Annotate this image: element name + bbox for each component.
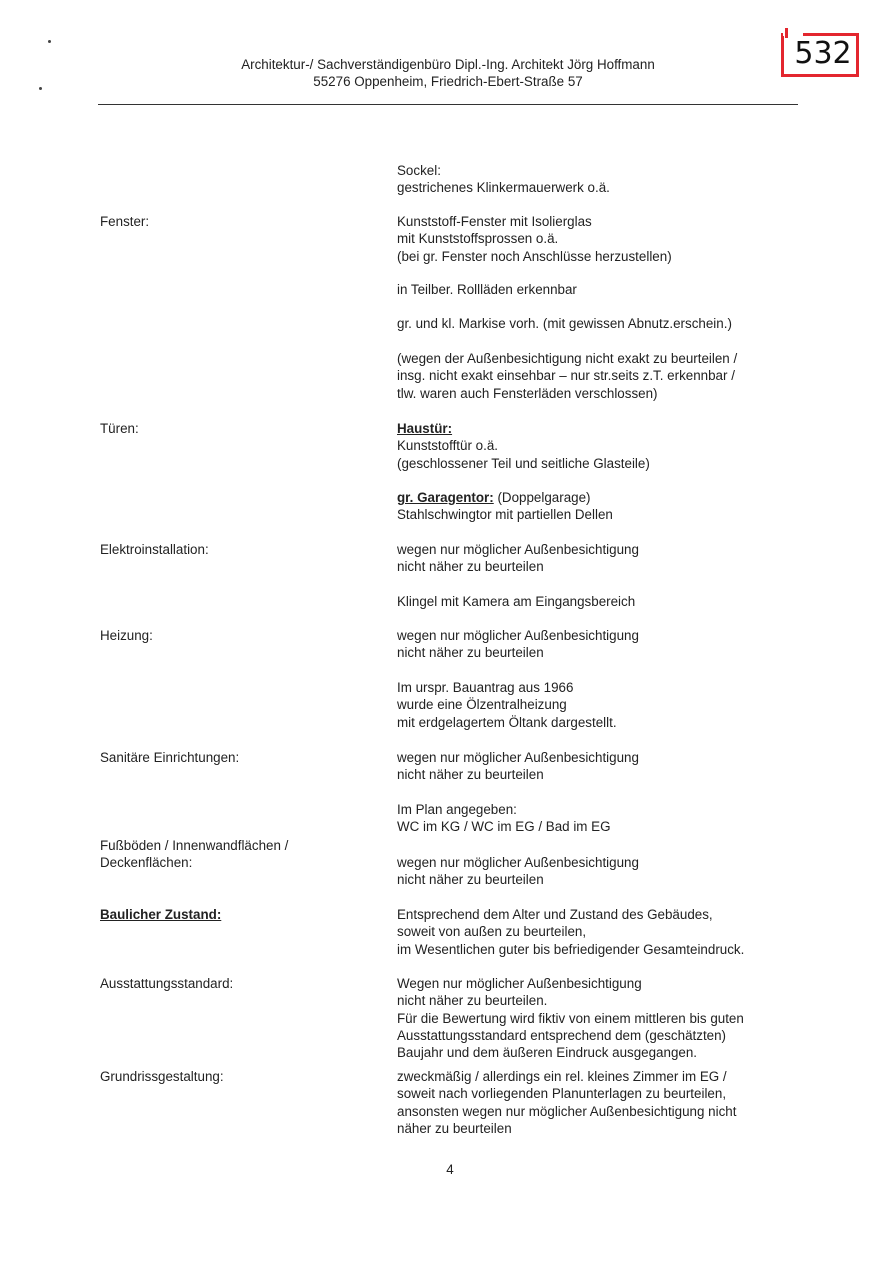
text-line: Ausstattungsstandard entsprechend dem (geschätzten) [397, 1027, 727, 1043]
sanitaer-p2 [397, 801, 797, 836]
text-line: Im Plan angegeben: [397, 802, 517, 817]
standard-p1 [397, 975, 797, 1061]
boeden-p1 [397, 854, 797, 889]
sockel-block [397, 162, 797, 197]
text-line: (bei gr. Fenster noch Anschlüsse herzustellen) [397, 248, 672, 264]
text-line: Wegen nur möglicher Außenbesichtigung [397, 976, 642, 991]
elektro-p2: Klingel mit Kamera am Eingangsbereich [397, 594, 636, 609]
text-line: nicht näher zu beurteilen [397, 872, 544, 888]
sockel-title: Sockel: [397, 163, 441, 178]
haustuer-title: Haustür: [397, 421, 453, 436]
text-line: näher zu beurteilen [397, 1120, 512, 1136]
zustand-p1 [397, 906, 817, 958]
zustand-label: Baulicher Zustand: [100, 907, 222, 922]
grundriss-label: Grundrissgestaltung: [100, 1069, 224, 1084]
letterhead [98, 56, 798, 90]
text-line: im Wesentlichen guter bis befriedigender Gesamteindruck. [397, 941, 745, 957]
text-line: wegen nur möglicher Außenbesichtigung [397, 542, 639, 557]
text-line: (wegen der Außenbesichtigung nicht exakt zu beurteilen / [397, 351, 738, 366]
fenster-label: Fenster: [100, 214, 150, 229]
elektro-p1 [397, 541, 797, 576]
text-line: Entsprechend dem Alter und Zustand des Gebäudes, [397, 907, 713, 922]
garagentor-block [397, 489, 797, 524]
page-number: 4 [446, 1162, 454, 1177]
text-line: soweit nach vorliegenden Planunterlagen zu beurteilen, [397, 1086, 727, 1102]
scan-speck [48, 40, 51, 43]
text-line: wegen nur möglicher Außenbesichtigung [397, 855, 639, 870]
text-line: Kunststofftür o.ä. [397, 438, 498, 454]
text-line: wegen nur möglicher Außenbesichtigung [397, 750, 639, 765]
text-line: wurde eine Ölzentralheizung [397, 697, 567, 713]
letterhead-line-2: 55276 Oppenheim, Friedrich-Ebert-Straße 57 [313, 74, 583, 89]
text-line: Im urspr. Bauantrag aus 1966 [397, 680, 574, 695]
boeden-label [100, 837, 288, 872]
elektro-label: Elektroinstallation: [100, 542, 209, 557]
garagentor-title: gr. Garagentor: [397, 490, 494, 505]
letterhead-line-1: Architektur-/ Sachverständigenbüro Dipl.-Ing. Architekt Jörg Hoffmann [241, 57, 655, 72]
text-line: Deckenflächen: [100, 855, 193, 871]
text-line: soweit von außen zu beurteilen, [397, 924, 587, 940]
text-line: Baujahr und dem äußeren Eindruck ausgegangen. [397, 1045, 698, 1061]
heizung-p2 [397, 679, 797, 731]
text-line: Stahlschwingtor mit partiellen Dellen [397, 507, 613, 523]
text-line: Für die Bewertung wird fiktiv von einem mittleren bis guten [397, 1010, 744, 1026]
fenster-p2: in Teilber. Rollläden erkennbar [397, 282, 577, 297]
sanitaer-label: Sanitäre Einrichtungen: [100, 750, 240, 765]
fenster-p1 [397, 213, 797, 265]
text-line: zweckmäßig / allerdings ein rel. kleines Zimmer im EG / [397, 1069, 727, 1084]
text-line: Kunststoff-Fenster mit Isolierglas [397, 214, 592, 229]
heizung-label: Heizung: [100, 628, 153, 643]
text-line: tlw. waren auch Fensterläden verschlossen) [397, 385, 658, 401]
heizung-p1 [397, 627, 797, 662]
page-stamp-notch-line [785, 28, 788, 38]
text-line: Fußböden / Innenwandflächen / [100, 838, 289, 853]
text-line: nicht näher zu beurteilen. [397, 993, 548, 1009]
text-line: insg. nicht exakt einsehbar – nur str.seits z.T. erkennbar / [397, 368, 735, 384]
standard-label: Ausstattungsstandard: [100, 976, 234, 991]
text-line: nicht näher zu beurteilen [397, 767, 544, 783]
text-line: ansonsten wegen nur möglicher Außenbesichtigung nicht [397, 1103, 737, 1119]
text-line: wegen nur möglicher Außenbesichtigung [397, 628, 639, 643]
scan-speck [39, 87, 42, 90]
header-rule [98, 104, 798, 105]
sockel-text: gestrichenes Klinkermauerwerk o.ä. [397, 180, 610, 196]
tueren-label: Türen: [100, 421, 139, 436]
fenster-p4 [397, 350, 797, 402]
haustuer-block [397, 420, 797, 472]
sanitaer-p1 [397, 749, 797, 784]
text-line: nicht näher zu beurteilen [397, 645, 544, 661]
text-line: (geschlossener Teil und seitliche Glasteile) [397, 455, 650, 471]
fenster-p3: gr. und kl. Markise vorh. (mit gewissen Abnutz.erschein.) [397, 316, 732, 331]
grundriss-p1 [397, 1068, 797, 1137]
text-line: nicht näher zu beurteilen [397, 559, 544, 575]
text-line: mit Kunststoffsprossen o.ä. [397, 231, 559, 247]
text-line: mit erdgelagertem Öltank dargestellt. [397, 714, 617, 730]
text-line: WC im KG / WC im EG / Bad im EG [397, 819, 611, 835]
page-stamp-number: 532 [794, 36, 852, 71]
garagentor-suffix: (Doppelgarage) [493, 490, 591, 505]
